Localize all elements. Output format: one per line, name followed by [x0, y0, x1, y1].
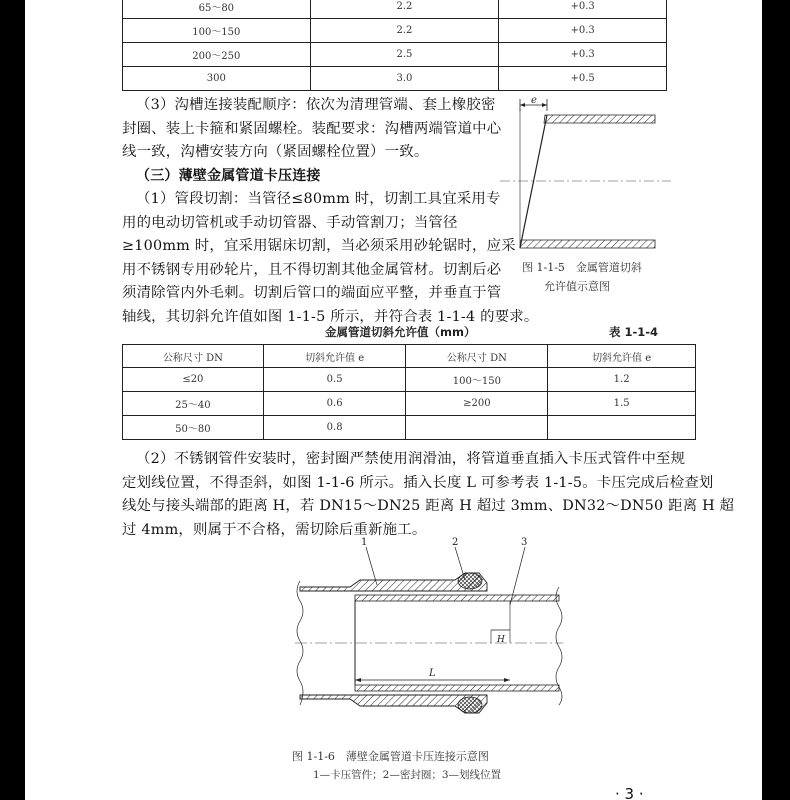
- table-114-number: 表 1-1-4: [609, 325, 659, 339]
- table-cell: ≥200: [406, 392, 548, 416]
- cut-paragraph: [122, 188, 538, 330]
- document-page: [25, 0, 762, 800]
- table-cell: 300: [123, 67, 311, 91]
- text-line: 用不锈钢专用砂轮片，且不得切割其他金属管材。切割后必: [122, 261, 502, 278]
- table-cell: 3.0: [310, 67, 499, 91]
- text-line: （3）沟槽连接装配顺序：依次为清理管端、套上橡胶密: [136, 97, 496, 113]
- table-cell: 50～80: [123, 416, 264, 440]
- table-114-title: 金属管道切斜允许值（mm）: [325, 325, 476, 339]
- table-row: [123, 392, 696, 416]
- figure-116-caption: 图 1-1-6 薄壁金属管道卡压连接示意图: [292, 750, 489, 763]
- table-row: [123, 368, 696, 392]
- page-number: · 3 ·: [615, 785, 644, 800]
- text-line: 须清除管内外毛刺。切割后管口的端面应平整，并垂直于管: [122, 285, 502, 302]
- dimension-L-label: L: [429, 668, 436, 679]
- table-row: [123, 416, 696, 440]
- table-cell: 0.8: [263, 416, 406, 440]
- table-cell: +0.5: [499, 67, 667, 91]
- table-cell: +0.3: [499, 43, 667, 67]
- groove-paragraph: [122, 94, 501, 165]
- table-cell: 2.2: [310, 19, 499, 43]
- callout-2: 2: [452, 537, 459, 548]
- table-cell: 0.5: [263, 368, 406, 392]
- figure-115-caption: 图 1-1-5 金属管道切斜: [522, 261, 642, 274]
- text-line: ≥100mm 时，宜采用锯床切割，当必须采用砂轮锯时，应采: [122, 238, 516, 255]
- text-line: 轴线，其切斜允许值如图 1-1-5 所示，并符合表 1-1-4 的要求。: [122, 308, 539, 325]
- callout-1: 1: [361, 537, 368, 548]
- dimension-e-label: e: [531, 95, 537, 106]
- dimension-H-label: H: [497, 635, 505, 645]
- text-line: 线处与接头端部的距离 H，若 DN15～DN25 距离 H 超过 3mm、DN32～DN50 距离 H 超: [122, 498, 735, 515]
- table-row: [123, 19, 667, 43]
- table-cell: 65～80: [123, 0, 311, 19]
- table-row: [123, 43, 667, 67]
- figure-116-legend: 1—卡压管件；2—密封圈；3—划线位置: [313, 769, 502, 781]
- table-cell: 100～150: [123, 19, 311, 43]
- table-row: [123, 0, 667, 19]
- table-cell: 100～150: [406, 368, 548, 392]
- table-cell: 0.6: [263, 392, 406, 416]
- table-cell: 1.2: [548, 368, 696, 392]
- callout-3: 3: [521, 537, 528, 548]
- table-header-cell: 切斜允许值 e: [548, 345, 696, 368]
- text-line: 线一致，沟槽安装方向（紧固螺栓位置）一致。: [122, 144, 429, 161]
- top-table: [122, 0, 667, 91]
- table-cell: [406, 416, 548, 440]
- text-line: 封圈、装上卡箍和紧固螺栓。装配要求：沟槽两端管道中心: [122, 120, 502, 137]
- table-header-cell: 公称尺寸 DN: [123, 345, 264, 368]
- table-114: [122, 344, 696, 440]
- table-cell: [548, 416, 696, 440]
- figure-115-caption-2: 允许值示意图: [544, 280, 610, 293]
- figure-pipe-cut-diagram: [495, 95, 675, 260]
- text-line: 过 4mm，则属于不合格，需切除后重新施工。: [122, 521, 427, 538]
- table-cell: ≤20: [123, 368, 264, 392]
- table-header-cell: 公称尺寸 DN: [406, 345, 548, 368]
- text-line: （2）不锈钢管件安装时，密封圈严禁使用润滑油，将管道垂直插入卡压式管件中至规: [136, 451, 686, 467]
- table-cell: 25～40: [123, 392, 264, 416]
- table-cell: 2.5: [310, 43, 499, 67]
- table-cell: 1.5: [548, 392, 696, 416]
- figure-press-fit-diagram: [265, 535, 565, 735]
- text-line: （1）管段切割：当管径≤80mm 时，切割工具宜采用专: [136, 191, 501, 207]
- table-cell: +0.3: [499, 19, 667, 43]
- table-cell: 200～250: [123, 43, 311, 67]
- table-cell: 2.2: [310, 0, 499, 19]
- section-heading: （三）薄壁金属管道卡压连接: [136, 168, 321, 184]
- stainless-paragraph: [122, 448, 734, 542]
- text-line: 定划线位置，不得歪斜，如图 1-1-6 所示。插入长度 L 可参考表 1-1-5。卡压完成后检查划: [122, 474, 714, 491]
- table-row: [123, 67, 667, 91]
- table-cell: +0.3: [499, 0, 667, 19]
- table-header-cell: 切斜允许值 e: [263, 345, 406, 368]
- text-line: 用的电动切管机或手动切管器、手动管割刀；当管径: [122, 214, 458, 231]
